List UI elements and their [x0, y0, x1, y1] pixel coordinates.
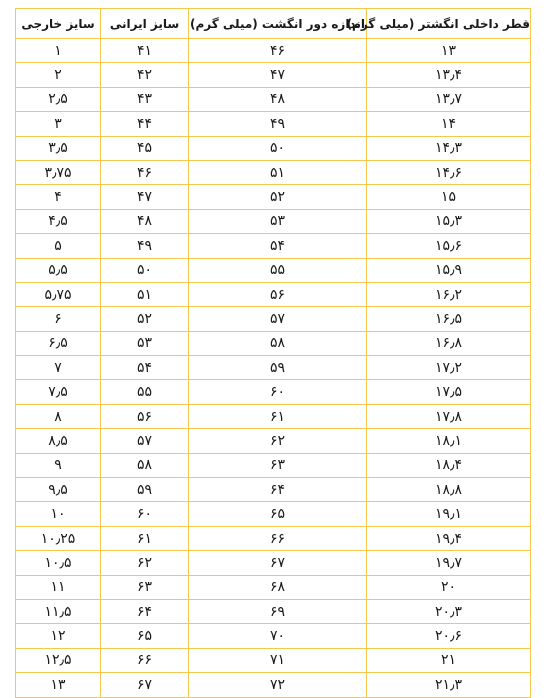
table-row	[16, 63, 531, 87]
cell-foreign-size: ۸٫۵	[16, 429, 101, 453]
table-row	[16, 282, 531, 306]
table-row	[16, 234, 531, 258]
header-foreign-size: سایز خارجی	[16, 9, 101, 39]
cell-inner-diameter: ۱۵٫۶	[367, 234, 531, 258]
cell-finger-circumference: ۶۶	[189, 526, 367, 550]
cell-iranian-size: ۵۹	[101, 478, 189, 502]
table-row	[16, 575, 531, 599]
cell-finger-circumference: ۶۴	[189, 478, 367, 502]
cell-iranian-size: ۵۵	[101, 380, 189, 404]
cell-iranian-size: ۶۴	[101, 599, 189, 623]
cell-finger-circumference: ۵۲	[189, 185, 367, 209]
cell-inner-diameter: ۲۰٫۳	[367, 599, 531, 623]
table-row	[16, 356, 531, 380]
cell-finger-circumference: ۶۹	[189, 599, 367, 623]
cell-inner-diameter: ۲۰	[367, 575, 531, 599]
cell-inner-diameter: ۱۷٫۸	[367, 404, 531, 428]
table-row	[16, 624, 531, 648]
cell-iranian-size: ۵۸	[101, 453, 189, 477]
cell-inner-diameter: ۱۶٫۸	[367, 331, 531, 355]
table-row	[16, 87, 531, 111]
cell-inner-diameter: ۱۹٫۴	[367, 526, 531, 550]
cell-finger-circumference: ۶۳	[189, 453, 367, 477]
cell-iranian-size: ۴۲	[101, 63, 189, 87]
cell-inner-diameter: ۱۴٫۳	[367, 136, 531, 160]
cell-iranian-size: ۵۴	[101, 356, 189, 380]
cell-finger-circumference: ۷۰	[189, 624, 367, 648]
cell-foreign-size: ۳٫۷۵	[16, 160, 101, 184]
cell-inner-diameter: ۱۸٫۱	[367, 429, 531, 453]
cell-finger-circumference: ۷۱	[189, 648, 367, 672]
table-row	[16, 551, 531, 575]
cell-inner-diameter: ۱۵٫۹	[367, 258, 531, 282]
table-row	[16, 112, 531, 136]
cell-foreign-size: ۳	[16, 112, 101, 136]
cell-iranian-size: ۴۷	[101, 185, 189, 209]
header-inner-diameter: قطر داخلی انگشتر (میلی گرم)	[367, 9, 531, 39]
table-row	[16, 478, 531, 502]
cell-finger-circumference: ۴۹	[189, 112, 367, 136]
cell-foreign-size: ۵	[16, 234, 101, 258]
cell-iranian-size: ۵۳	[101, 331, 189, 355]
cell-inner-diameter: ۱۳	[367, 39, 531, 63]
table-row	[16, 209, 531, 233]
cell-finger-circumference: ۵۸	[189, 331, 367, 355]
cell-inner-diameter: ۱۶٫۲	[367, 282, 531, 306]
cell-finger-circumference: ۵۵	[189, 258, 367, 282]
cell-foreign-size: ۱۱	[16, 575, 101, 599]
cell-finger-circumference: ۵۹	[189, 356, 367, 380]
table-row	[16, 307, 531, 331]
cell-iranian-size: ۵۰	[101, 258, 189, 282]
cell-foreign-size: ۱	[16, 39, 101, 63]
cell-foreign-size: ۴٫۵	[16, 209, 101, 233]
table-row	[16, 599, 531, 623]
cell-finger-circumference: ۶۵	[189, 502, 367, 526]
cell-inner-diameter: ۱۷٫۵	[367, 380, 531, 404]
cell-finger-circumference: ۵۴	[189, 234, 367, 258]
table-header-row	[16, 9, 531, 39]
table-row	[16, 526, 531, 550]
cell-foreign-size: ۴	[16, 185, 101, 209]
table-row	[16, 185, 531, 209]
cell-finger-circumference: ۴۶	[189, 39, 367, 63]
cell-foreign-size: ۱۲٫۵	[16, 648, 101, 672]
cell-iranian-size: ۵۷	[101, 429, 189, 453]
cell-foreign-size: ۳٫۵	[16, 136, 101, 160]
cell-inner-diameter: ۱۳٫۴	[367, 63, 531, 87]
cell-iranian-size: ۶۵	[101, 624, 189, 648]
cell-iranian-size: ۴۳	[101, 87, 189, 111]
cell-finger-circumference: ۶۱	[189, 404, 367, 428]
cell-finger-circumference: ۵۷	[189, 307, 367, 331]
cell-iranian-size: ۶۷	[101, 673, 189, 697]
cell-inner-diameter: ۱۴٫۶	[367, 160, 531, 184]
cell-foreign-size: ۱۲	[16, 624, 101, 648]
cell-finger-circumference: ۴۸	[189, 87, 367, 111]
cell-iranian-size: ۵۲	[101, 307, 189, 331]
cell-inner-diameter: ۱۷٫۲	[367, 356, 531, 380]
cell-finger-circumference: ۵۳	[189, 209, 367, 233]
cell-iranian-size: ۵۶	[101, 404, 189, 428]
table-row	[16, 502, 531, 526]
cell-foreign-size: ۷٫۵	[16, 380, 101, 404]
cell-iranian-size: ۶۳	[101, 575, 189, 599]
table-row	[16, 160, 531, 184]
cell-iranian-size: ۶۶	[101, 648, 189, 672]
cell-iranian-size: ۴۸	[101, 209, 189, 233]
table-row	[16, 429, 531, 453]
cell-inner-diameter: ۱۵٫۳	[367, 209, 531, 233]
cell-foreign-size: ۱۰	[16, 502, 101, 526]
cell-iranian-size: ۶۰	[101, 502, 189, 526]
cell-foreign-size: ۶٫۵	[16, 331, 101, 355]
cell-foreign-size: ۲٫۵	[16, 87, 101, 111]
cell-foreign-size: ۵٫۷۵	[16, 282, 101, 306]
cell-foreign-size: ۱۰٫۲۵	[16, 526, 101, 550]
cell-inner-diameter: ۱۳٫۷	[367, 87, 531, 111]
table-row	[16, 39, 531, 63]
cell-inner-diameter: ۱۸٫۴	[367, 453, 531, 477]
table-row	[16, 258, 531, 282]
cell-iranian-size: ۴۵	[101, 136, 189, 160]
cell-iranian-size: ۴۴	[101, 112, 189, 136]
cell-finger-circumference: ۴۷	[189, 63, 367, 87]
cell-inner-diameter: ۱۹٫۱	[367, 502, 531, 526]
cell-iranian-size: ۴۶	[101, 160, 189, 184]
cell-foreign-size: ۹٫۵	[16, 478, 101, 502]
cell-inner-diameter: ۲۱	[367, 648, 531, 672]
cell-foreign-size: ۱۰٫۵	[16, 551, 101, 575]
cell-finger-circumference: ۵۱	[189, 160, 367, 184]
table-row	[16, 136, 531, 160]
cell-foreign-size: ۲	[16, 63, 101, 87]
header-iranian-size: سایز ایرانی	[101, 9, 189, 39]
table-row	[16, 453, 531, 477]
cell-inner-diameter: ۱۵	[367, 185, 531, 209]
cell-iranian-size: ۶۲	[101, 551, 189, 575]
cell-iranian-size: ۵۱	[101, 282, 189, 306]
table-row	[16, 331, 531, 355]
cell-foreign-size: ۹	[16, 453, 101, 477]
cell-foreign-size: ۸	[16, 404, 101, 428]
cell-foreign-size: ۱۳	[16, 673, 101, 697]
cell-iranian-size: ۴۹	[101, 234, 189, 258]
cell-foreign-size: ۱۱٫۵	[16, 599, 101, 623]
cell-finger-circumference: ۵۶	[189, 282, 367, 306]
cell-finger-circumference: ۶۰	[189, 380, 367, 404]
cell-foreign-size: ۷	[16, 356, 101, 380]
cell-inner-diameter: ۱۹٫۷	[367, 551, 531, 575]
cell-foreign-size: ۶	[16, 307, 101, 331]
cell-foreign-size: ۵٫۵	[16, 258, 101, 282]
cell-inner-diameter: ۲۰٫۶	[367, 624, 531, 648]
table-row	[16, 673, 531, 697]
table-body	[16, 39, 531, 698]
cell-finger-circumference: ۶۷	[189, 551, 367, 575]
cell-inner-diameter: ۱۶٫۵	[367, 307, 531, 331]
cell-finger-circumference: ۷۲	[189, 673, 367, 697]
cell-iranian-size: ۶۱	[101, 526, 189, 550]
cell-finger-circumference: ۵۰	[189, 136, 367, 160]
table-row	[16, 648, 531, 672]
cell-inner-diameter: ۱۸٫۸	[367, 478, 531, 502]
header-finger-circumference: اندازه دور انگشت (میلی گرم)	[189, 9, 367, 39]
table-row	[16, 404, 531, 428]
cell-inner-diameter: ۲۱٫۳	[367, 673, 531, 697]
table-row	[16, 380, 531, 404]
ring-size-table	[15, 8, 531, 698]
cell-inner-diameter: ۱۴	[367, 112, 531, 136]
cell-finger-circumference: ۶۲	[189, 429, 367, 453]
cell-finger-circumference: ۶۸	[189, 575, 367, 599]
cell-iranian-size: ۴۱	[101, 39, 189, 63]
